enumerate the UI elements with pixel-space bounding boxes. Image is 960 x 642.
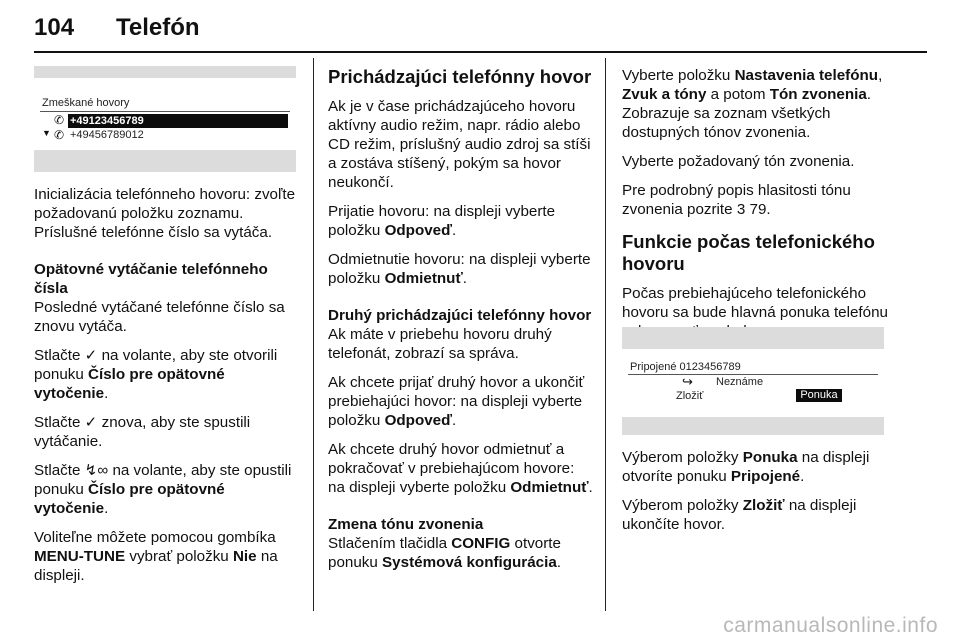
menu-name: Systémová konfigurácia [382,554,557,571]
text: a potom [706,86,770,103]
menu-name: Nastavenia telefónu [734,67,879,84]
phone-icon: ✓ [84,414,98,431]
subheading: Druhý prichádzajúci telefónny hovor [328,307,592,324]
menu-name: Číslo pre opätovné vytočenie [34,481,225,517]
menu-name: Tón zvonenia [769,86,867,103]
button-name: CONFIG [451,535,511,552]
text: Stlačte [34,347,85,364]
menu-name: Zvuk a tóny [622,86,707,103]
phone-icon: ✓ [84,347,98,364]
paragraph [328,534,594,572]
menu-name: Pripojené [730,468,801,485]
column-3 [622,66,892,351]
text: otvorte ponuku [328,535,561,571]
section-heading: Prichádzajúci telefónny hovor [328,66,592,87]
text: , [878,67,883,84]
option: Odpoveď [384,412,453,429]
column-2 [328,66,594,582]
section-heading: Funkcie počas telefonického hovoru [622,231,875,274]
text: na volante, aby ste opustili ponuku [34,462,292,498]
page-ref-icon: 3 [736,201,746,218]
paragraph: Posledné vytáčané telefónne číslo sa znovu vytáča. [34,299,285,335]
paragraph: Ak je v čase prichádzajúceho hovoru aktívny audio režim, napr. rádio alebo CD režim, príslušný audio zdroj sa stíši a zostáva stíšený, pokým sa hovor neukončí. [328,98,591,191]
text[interactable]: 79. [745,201,771,218]
screen-title-underline [628,374,878,375]
text: . Zobrazuje sa zoznam všetkých dostupných tónov zvonenia. [622,86,872,141]
text: Vyberte položku [622,67,735,84]
text: Odmietnutie hovoru: na displeji vyberte položku [328,251,591,287]
paragraph [34,528,302,585]
call-transfer-icon: ↪ [682,374,693,389]
text: . [452,222,457,239]
text: . [800,468,805,485]
paragraph: Inicializácia telefónneho hovoru: zvoľte požadovanú položku zoznamu. Príslušné telefónne číslo sa vytáča. [34,186,296,241]
screen-title-underline [40,111,290,112]
missed-call-icon: ✆ [54,113,65,127]
missed-call-icon-2: ✆ [54,128,65,142]
subheading-cont: čísla [34,280,68,297]
menu-button[interactable]: Ponuka [796,389,842,402]
text: znova, aby ste spustili vytáčanie. [34,414,251,450]
arrow-down-icon: ▼ [42,128,51,138]
paragraph [622,66,892,142]
text: Prijatie hovoru: na displeji vyberte položku [328,203,556,239]
text: Výberom položky [622,497,743,514]
screen-title: Pripojené 0123456789 [630,361,741,373]
column-divider-2 [605,58,606,611]
page-number: 104 [34,14,75,41]
call-row[interactable]: +49456789012 [70,129,144,141]
hang-up-button[interactable]: Zložiť [676,390,704,402]
screen-title: Zmeškané hovory [42,97,130,109]
paragraph [328,373,594,430]
option: Zložiť [742,497,785,514]
option: Odpoveď [384,222,453,239]
text: . [104,500,109,517]
text: Pre podrobný popis hlasitosti tónu zvonenia pozrite [622,182,851,218]
text: . [104,385,109,402]
paragraph [328,202,594,240]
option: Odmietnuť [510,479,589,496]
option: Ponuka [742,449,798,466]
paragraph [328,440,594,497]
text: Stlačte [34,462,85,479]
text: Ak chcete prijať druhý hovor a ukončiť prebiehajúci hovor: na displeji vyberte položku [328,374,585,429]
paragraph: Ak máte v priebehu hovoru druhý telefonát, zobrazí sa správa. [328,326,552,362]
column-3-bottom [622,448,892,544]
paragraph [622,181,892,219]
text: Výberom položky [622,449,743,466]
text: na volante, aby ste otvorili ponuku [34,347,278,383]
paragraph [34,346,302,403]
text: . [588,479,593,496]
hang-up-icon: ↯∞ [84,462,109,479]
paragraph [622,448,892,486]
paragraph: Vyberte požadovaný tón zvonenia. [622,153,855,170]
missed-calls-screen [34,66,296,172]
paragraph [34,413,302,451]
paragraph [622,496,892,534]
text: Stlačte [34,414,85,431]
header-rule [34,51,927,53]
text: Voliteľne môžete pomocou gombíka [34,529,276,546]
text: na displeji. [34,548,278,584]
option: Odmietnuť [384,270,463,287]
column-1 [34,185,302,595]
text: vybrať položku [125,548,233,565]
text: . [556,554,562,571]
text: Stlačením tlačidla [328,535,452,552]
subheading: Zmena tónu zvonenia [328,516,484,533]
text: Ak chcete druhý hovor odmietnuť a pokračovať v prebiehajúcom hovore: na displeji vyberte položku [328,441,575,496]
paragraph: Počas prebiehajúceho telefonického hovoru sa bude hlavná ponuka telefónu [622,285,888,321]
column-divider-1 [313,58,314,611]
watermark: carmanualsonline.info [723,614,938,637]
option: Nie [232,548,257,565]
text: na displeji ukončíte hovor. [622,497,857,533]
knob-name: MENU-TUNE [34,548,126,565]
connected-call-screen [622,327,884,435]
text: na displeji otvoríte ponuku [622,449,870,485]
text: . [452,412,457,429]
call-row-selected[interactable]: +49123456789 [68,114,288,128]
subheading: Opätovné vytáčanie telefónneho [34,261,268,278]
page-title: Telefón [116,14,200,41]
text: . [462,270,467,287]
menu-name: Číslo pre opätovné vytočenie [34,366,225,402]
caller-name: Neznáme [716,376,764,388]
paragraph [328,250,594,288]
paragraph [34,461,302,518]
